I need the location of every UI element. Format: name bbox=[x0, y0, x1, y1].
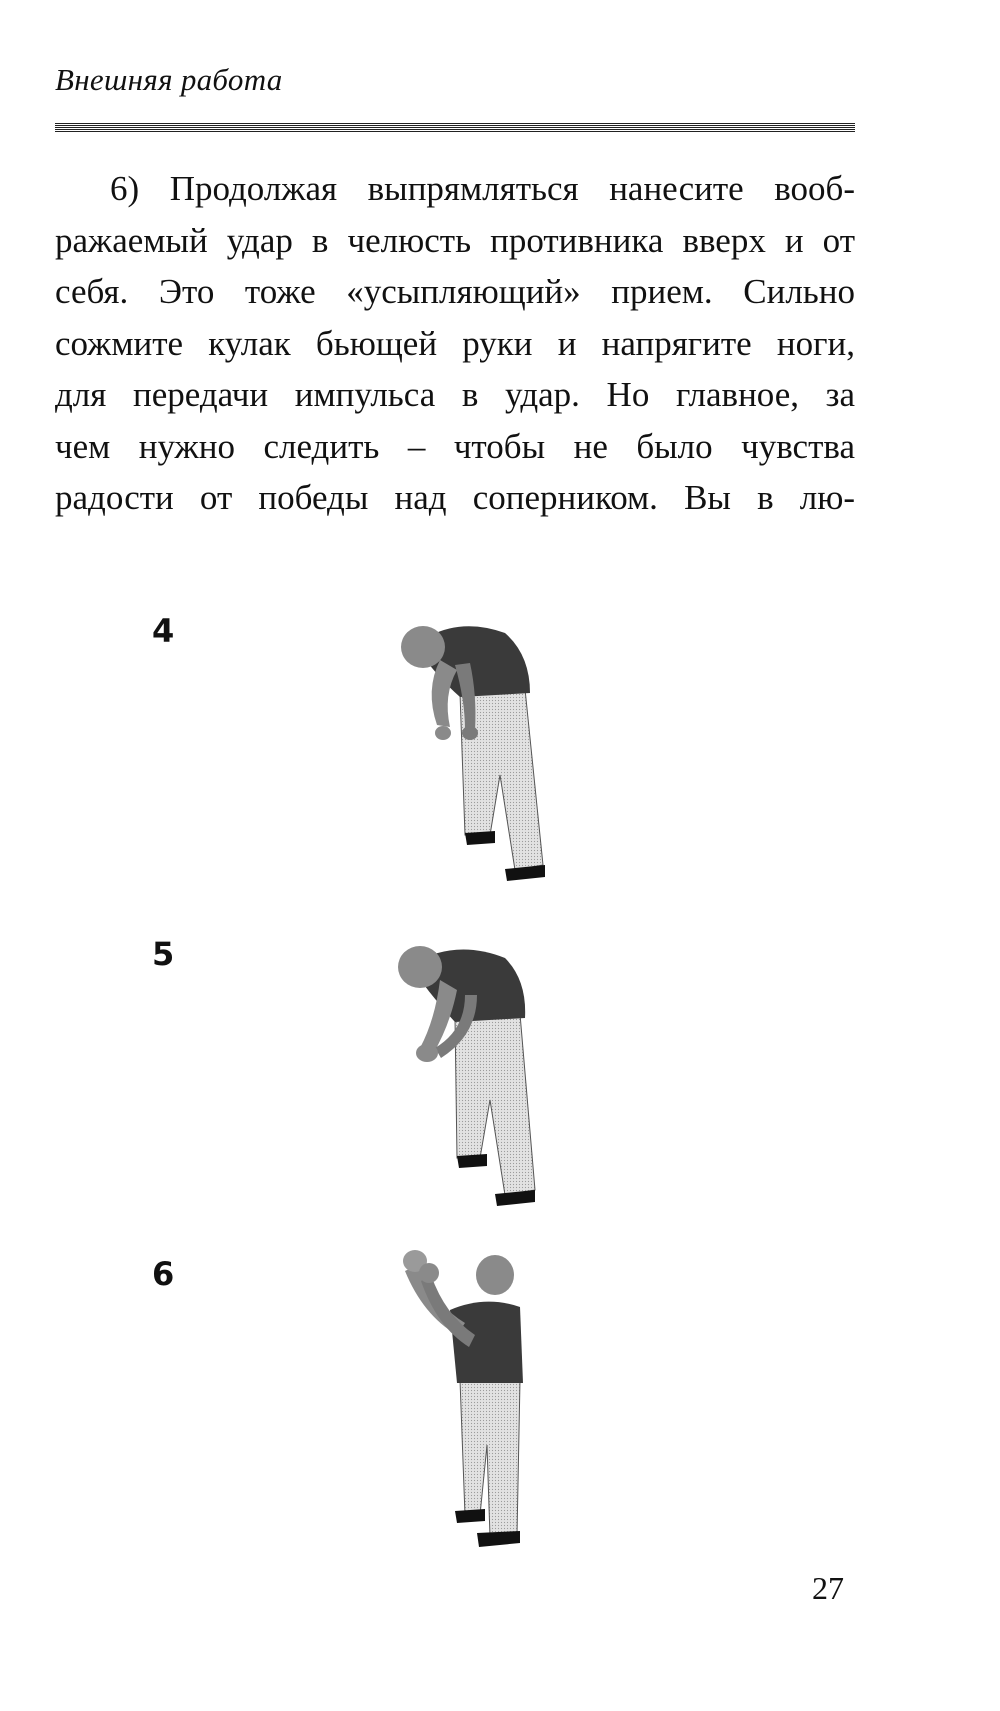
figure-number: 4 bbox=[152, 612, 175, 650]
bowing-fists-together-figure-icon bbox=[395, 940, 575, 1220]
paragraph-line: ражаемый удар в челюсть противника вверх и от bbox=[55, 220, 855, 260]
paragraph-line: радости от победы над соперником. Вы в лю- bbox=[55, 478, 855, 517]
upward-strike-figure-icon bbox=[395, 1245, 575, 1565]
paragraph-line: себя. Это тоже «усыпляющий» прием. Сильно bbox=[55, 272, 855, 311]
paragraph-line: для передачи импульса в удар. Но главное, за bbox=[55, 375, 855, 414]
running-head: Внешняя работа bbox=[55, 62, 283, 97]
page-number: 27 bbox=[812, 1570, 844, 1606]
bowing-figure-icon bbox=[395, 615, 575, 895]
figure-number: 6 bbox=[152, 1255, 175, 1293]
header-rule bbox=[55, 123, 855, 132]
figure-number: 5 bbox=[152, 935, 175, 973]
body-paragraph bbox=[55, 163, 855, 524]
paragraph-line: чем нужно следить – чтобы не было чувства bbox=[55, 426, 855, 466]
paragraph-line: 6) Продолжая выпрямляться нанесите вооб- bbox=[110, 169, 855, 208]
paragraph-line: сожмите кулак бьющей руки и напрягите ноги, bbox=[55, 323, 855, 363]
